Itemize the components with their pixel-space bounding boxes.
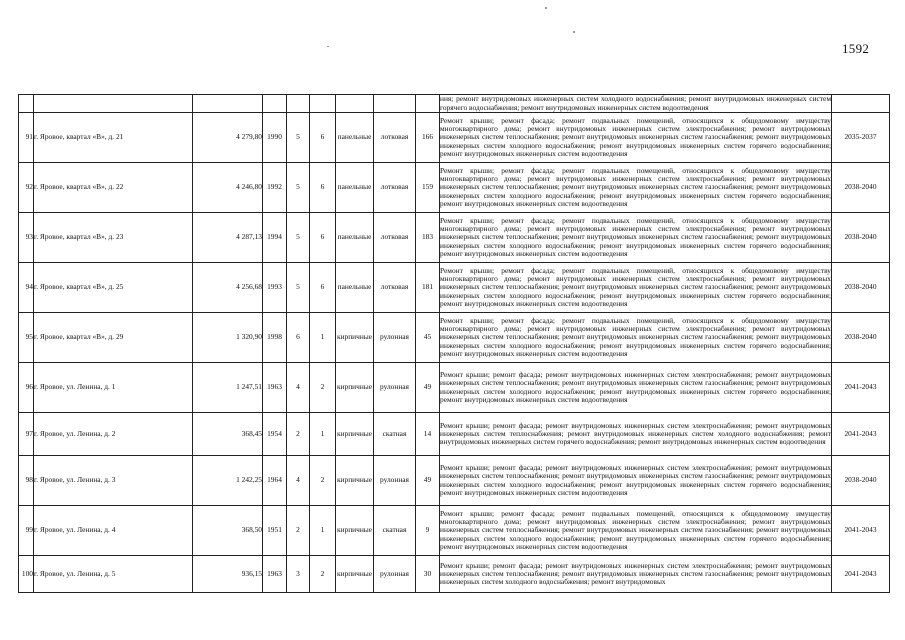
wall-material-cell: панельные: [336, 263, 374, 313]
row-number-cell: 92: [19, 163, 34, 213]
repair-period-cell: [832, 95, 890, 113]
build-year-cell: 1951: [263, 506, 287, 556]
wall-material-cell: панельные: [336, 113, 374, 163]
works-description-cell: Ремонт крыши; ремонт фасада; ремонт подвальных помещений, относящихся к общедомовому имуществу многоквартирного дома; ремонт внутридомовых инженерных систем электроснабжения; ремонт внутридомовых инженерных систем теплоснабжения; ремонт внутридомовых инженерных систем газоснабжения; ремонт внутридомовых инженерных систем холодного водоснабжения; ремонт внутридомовых инженерных систем горячего водоснабжения; ремонт внутридомовых инженерных систем водоотведения: [440, 313, 832, 363]
row-number-cell: 96: [19, 363, 34, 413]
works-description-cell: Ремонт крыши; ремонт фасада; ремонт подвальных помещений, относящихся к общедомовому имуществу многоквартирного дома; ремонт внутридомовых инженерных систем электроснабжения; ремонт внутридомовых инженерных систем теплоснабжения; ремонт внутридомовых инженерных систем газоснабжения; ремонт внутридомовых инженерных систем холодного водоснабжения; ремонт внутридомовых инженерных систем горячего водоснабжения; ремонт внутридомовых инженерных систем водоотведения: [440, 113, 832, 163]
floors-cell: 5: [287, 163, 310, 213]
address-cell: г. Яровое, квартал «В», д. 21: [34, 113, 193, 163]
roof-type-cell: [374, 95, 416, 113]
address-cell: г. Яровое, квартал «В», д. 25: [34, 263, 193, 313]
build-year-cell: 1963: [263, 556, 287, 593]
row-number-cell: 99: [19, 506, 34, 556]
row-number-cell: 98: [19, 456, 34, 506]
works-description-cell: Ремонт крыши; ремонт фасада; ремонт внутридомовых инженерных систем электроснабжения; ремонт внутридомовых инженерных систем теплоснабжения; ремонт внутридомовых инженерных систем газоснабжения; ремонт внутридомовых инженерных систем холодного водоснабжения; ремонт внутридомовых инженерных систем горячего водоснабжения; ремонт внутридомовых инженерных систем водоотведения: [440, 363, 832, 413]
quantity-cell: 166: [416, 113, 440, 163]
quantity-cell: 49: [416, 456, 440, 506]
address-cell: г. Яровое, квартал «В», д. 29: [34, 313, 193, 363]
roof-type-cell: лотковая: [374, 263, 416, 313]
quantity-cell: 159: [416, 163, 440, 213]
works-description-cell: Ремонт крыши; ремонт фасада; ремонт подвальных помещений, относящихся к общедомовому имуществу многоквартирного дома; ремонт внутридомовых инженерных систем электроснабжения; ремонт внутридомовых инженерных систем теплоснабжения; ремонт внутридомовых инженерных систем газоснабжения; ремонт внутридомовых инженерных систем холодного водоснабжения; ремонт внутридомовых инженерных систем горячего водоснабжения; ремонт внутридомовых инженерных систем водоотведения: [440, 163, 832, 213]
wall-material-cell: кирпичные: [336, 413, 374, 456]
table-row: [19, 506, 890, 556]
entrances-cell: 1: [310, 506, 336, 556]
floors-cell: 2: [287, 506, 310, 556]
area-cell: 4 279,80: [193, 113, 263, 163]
area-cell: 368,50: [193, 506, 263, 556]
build-year-cell: [263, 95, 287, 113]
floors-cell: 4: [287, 456, 310, 506]
repair-period-cell: 2038-2040: [832, 456, 890, 506]
entrances-cell: 6: [310, 113, 336, 163]
wall-material-cell: [336, 95, 374, 113]
build-year-cell: 1992: [263, 163, 287, 213]
table-row: [19, 456, 890, 506]
quantity-cell: [416, 95, 440, 113]
row-number-cell: 100: [19, 556, 34, 593]
page-number: 1592: [842, 41, 870, 56]
floors-cell: 3: [287, 556, 310, 593]
table-row: [19, 263, 890, 313]
quantity-cell: 14: [416, 413, 440, 456]
floors-cell: [287, 95, 310, 113]
row-number-cell: [19, 95, 34, 113]
address-cell: г. Яровое, квартал «В», д. 23: [34, 213, 193, 263]
quantity-cell: 45: [416, 313, 440, 363]
works-description-cell: Ремонт крыши; ремонт фасада; ремонт внутридомовых инженерных систем электроснабжения; ремонт внутридомовых инженерных систем теплоснабжения; ремонт внутридомовых инженерных систем холодного водоснабжения; ремонт внутридомовых инженерных систем горячего водоснабжения; ремонт внутридомовых инженерных систем водоотведения: [440, 413, 832, 456]
address-cell: [34, 95, 193, 113]
wall-material-cell: кирпичные: [336, 506, 374, 556]
roof-type-cell: рулонная: [374, 313, 416, 363]
works-description-cell: Ремонт крыши; ремонт фасада; ремонт подвальных помещений, относящихся к общедомовому имуществу многоквартирного дома; ремонт внутридомовых инженерных систем электроснабжения; ремонт внутридомовых инженерных систем теплоснабжения; ремонт внутридомовых инженерных систем газоснабжения; ремонт внутридомовых инженерных систем холодного водоснабжения; ремонт внутридомовых инженерных систем горячего водоснабжения; ремонт внутридомовых инженерных систем водоотведения: [440, 263, 832, 313]
entrances-cell: 6: [310, 213, 336, 263]
roof-type-cell: скатная: [374, 506, 416, 556]
quantity-cell: 30: [416, 556, 440, 593]
works-description-cell: Ремонт крыши; ремонт фасада; ремонт подвальных помещений, относящихся к общедомовому имуществу многоквартирного дома; ремонт внутридомовых инженерных систем электроснабжения; ремонт внутридомовых инженерных систем теплоснабжения; ремонт внутридомовых инженерных систем газоснабжения; ремонт внутридомовых инженерных систем холодного водоснабжения; ремонт внутридомовых инженерных систем горячего водоснабжения; ремонт внутридомовых инженерных систем водоотведения: [440, 506, 832, 556]
row-number-cell: 94: [19, 263, 34, 313]
build-year-cell: 1998: [263, 313, 287, 363]
repair-period-cell: 2041-2043: [832, 363, 890, 413]
build-year-cell: 1994: [263, 213, 287, 263]
table-row: [19, 556, 890, 593]
roof-type-cell: лотковая: [374, 213, 416, 263]
repair-period-cell: 2035-2037: [832, 113, 890, 163]
address-cell: г. Яровое, ул. Ленина, д. 5: [34, 556, 193, 593]
roof-type-cell: рулонная: [374, 363, 416, 413]
area-cell: 4 256,68: [193, 263, 263, 313]
roof-type-cell: лотковая: [374, 163, 416, 213]
build-year-cell: 1954: [263, 413, 287, 456]
entrances-cell: 2: [310, 556, 336, 593]
build-year-cell: 1993: [263, 263, 287, 313]
wall-material-cell: кирпичные: [336, 556, 374, 593]
entrances-cell: 6: [310, 263, 336, 313]
entrances-cell: 1: [310, 413, 336, 456]
floors-cell: 5: [287, 113, 310, 163]
repair-period-cell: 2038-2040: [832, 313, 890, 363]
wall-material-cell: панельные: [336, 163, 374, 213]
repair-period-cell: 2038-2040: [832, 213, 890, 263]
floors-cell: 5: [287, 213, 310, 263]
entrances-cell: 2: [310, 456, 336, 506]
table-row: [19, 113, 890, 163]
repair-period-cell: 2041-2043: [832, 506, 890, 556]
repair-period-cell: 2038-2040: [832, 263, 890, 313]
build-year-cell: 1990: [263, 113, 287, 163]
table-row: [19, 95, 890, 113]
table-row: [19, 413, 890, 456]
works-description-cell: Ремонт крыши; ремонт фасада; ремонт подвальных помещений, относящихся к общедомовому имуществу многоквартирного дома; ремонт внутридомовых инженерных систем электроснабжения; ремонт внутридомовых инженерных систем теплоснабжения; ремонт внутридомовых инженерных систем газоснабжения; ремонт внутридомовых инженерных систем холодного водоснабжения; ремонт внутридомовых инженерных систем горячего водоснабжения; ремонт внутридомовых инженерных систем водоотведения: [440, 213, 832, 263]
build-year-cell: 1963: [263, 363, 287, 413]
repair-period-cell: 2038-2040: [832, 163, 890, 213]
table-row: [19, 313, 890, 363]
address-cell: г. Яровое, квартал «В», д. 22: [34, 163, 193, 213]
roof-type-cell: скатная: [374, 413, 416, 456]
address-cell: г. Яровое, ул. Ленина, д. 2: [34, 413, 193, 456]
area-cell: 936,15: [193, 556, 263, 593]
entrances-cell: 2: [310, 363, 336, 413]
area-cell: 4 287,13: [193, 213, 263, 263]
area-cell: 368,45: [193, 413, 263, 456]
roof-type-cell: лотковая: [374, 113, 416, 163]
floors-cell: 2: [287, 413, 310, 456]
entrances-cell: [310, 95, 336, 113]
works-description-cell: ния; ремонт внутридомовых инженерных систем холодного водоснабжения; ремонт внутридомовых инженерных систем горячего водоснабжения; ремонт внутридомовых инженерных систем водоотведения: [440, 94, 831, 112]
row-number-cell: 97: [19, 413, 34, 456]
table-row: [19, 163, 890, 213]
entrances-cell: 6: [310, 163, 336, 213]
housing-register-table: [18, 94, 890, 593]
row-number-cell: 91: [19, 113, 34, 163]
wall-material-cell: кирпичные: [336, 456, 374, 506]
wall-material-cell: кирпичные: [336, 313, 374, 363]
quantity-cell: 183: [416, 213, 440, 263]
wall-material-cell: кирпичные: [336, 363, 374, 413]
area-cell: 1 320,90: [193, 313, 263, 363]
address-cell: г. Яровое, ул. Ленина, д. 1: [34, 363, 193, 413]
area-cell: 1 242,25: [193, 456, 263, 506]
roof-type-cell: рулонная: [374, 556, 416, 593]
area-cell: 4 246,80: [193, 163, 263, 213]
works-description-cell: Ремонт крыши; ремонт фасада; ремонт внутридомовых инженерных систем электроснабжения; ремонт внутридомовых инженерных систем теплоснабжения; ремонт внутридомовых инженерных систем газоснабжения; ремонт внутридомовых инженерных систем холодного водоснабжения; ремонт внутридомовых инженерных систем горячего водоснабжения; ремонт внутридомовых инженерных систем водоотведения: [440, 456, 832, 506]
quantity-cell: 49: [416, 363, 440, 413]
quantity-cell: 181: [416, 263, 440, 313]
works-description-cell: Ремонт крыши; ремонт фасада; ремонт внутридомовых инженерных систем электроснабжения; ремонт внутридомовых инженерных систем теплоснабжения; ремонт внутридомовых инженерных систем газоснабжения; ремонт внутридомовых инженерных систем холодного водоснабжения; ремонт внутридомовых: [440, 556, 832, 593]
repair-period-cell: 2041-2043: [832, 556, 890, 593]
floors-cell: 6: [287, 313, 310, 363]
row-number-cell: 95: [19, 313, 34, 363]
table-row: [19, 213, 890, 263]
row-number-cell: 93: [19, 213, 34, 263]
floors-cell: 5: [287, 263, 310, 313]
table-row: [19, 363, 890, 413]
address-cell: г. Яровое, ул. Ленина, д. 3: [34, 456, 193, 506]
floors-cell: 4: [287, 363, 310, 413]
area-cell: [193, 95, 263, 113]
area-cell: 1 247,51: [193, 363, 263, 413]
roof-type-cell: рулонная: [374, 456, 416, 506]
build-year-cell: 1964: [263, 456, 287, 506]
address-cell: г. Яровое, ул. Ленина, д. 4: [34, 506, 193, 556]
repair-period-cell: 2041-2043: [832, 413, 890, 456]
register-body: [19, 95, 890, 593]
wall-material-cell: панельные: [336, 213, 374, 263]
quantity-cell: 9: [416, 506, 440, 556]
entrances-cell: 1: [310, 313, 336, 363]
